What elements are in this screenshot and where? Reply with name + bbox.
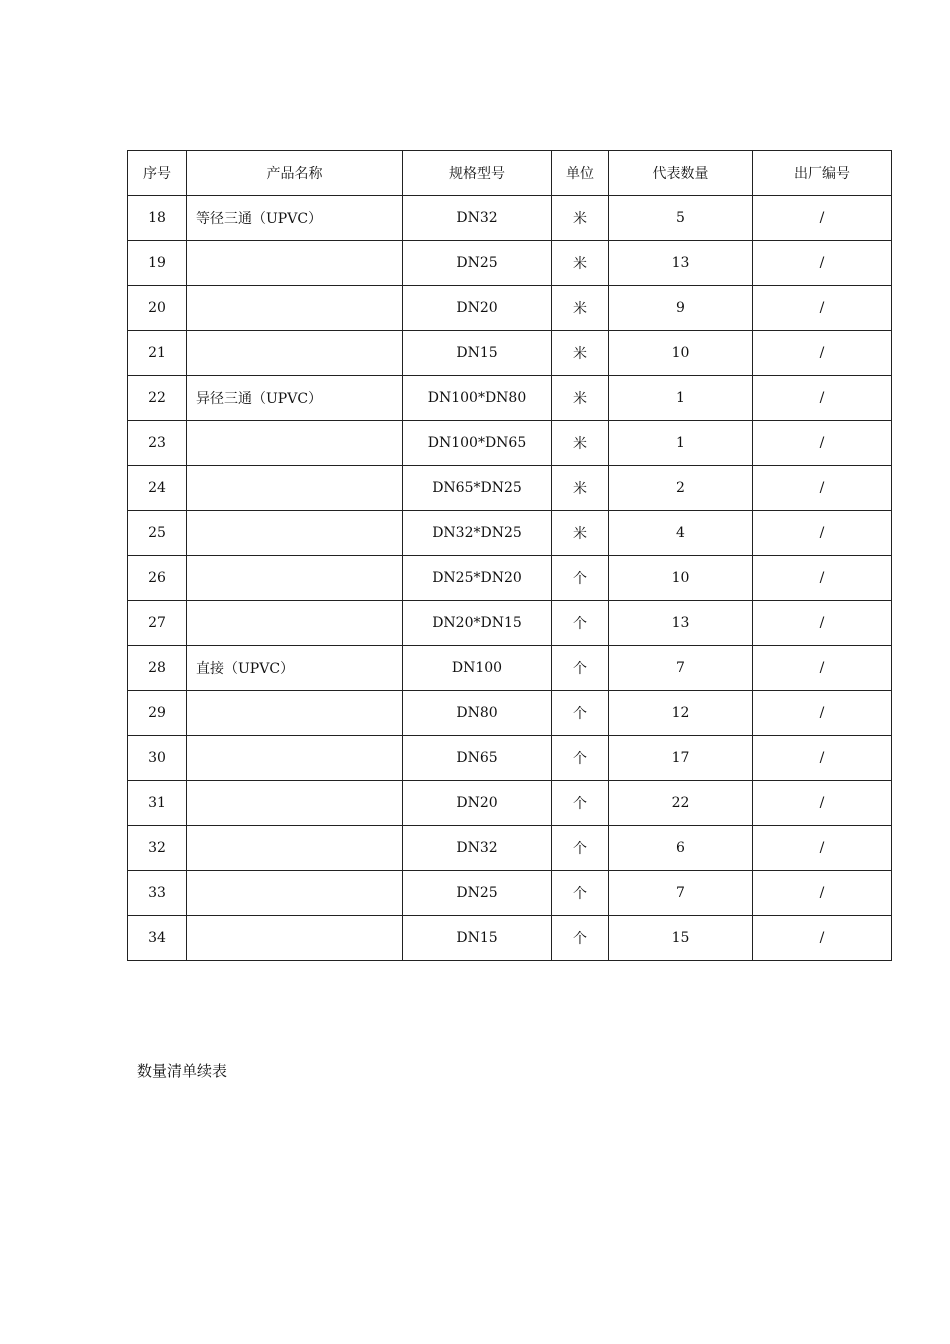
cell-serial-number: 23 — [128, 421, 187, 466]
table-row — [128, 331, 892, 376]
cell-unit: 个 — [552, 871, 609, 916]
cell-quantity: 1 — [609, 421, 753, 466]
table-row — [128, 871, 892, 916]
cell-serial-number: 30 — [128, 736, 187, 781]
cell-factory-number: / — [753, 736, 892, 781]
cell-serial-number: 26 — [128, 556, 187, 601]
cell-product-name: 等径三通（UPVC） — [187, 196, 403, 241]
cell-factory-number: / — [753, 466, 892, 511]
cell-unit: 个 — [552, 826, 609, 871]
cell-serial-number: 33 — [128, 871, 187, 916]
cell-serial-number: 34 — [128, 916, 187, 961]
cell-factory-number: / — [753, 421, 892, 466]
cell-serial-number: 19 — [128, 241, 187, 286]
header-factory-number: 出厂编号 — [753, 151, 892, 196]
cell-factory-number: / — [753, 646, 892, 691]
cell-unit: 个 — [552, 916, 609, 961]
cell-unit: 米 — [552, 196, 609, 241]
cell-specification: DN20*DN15 — [403, 601, 552, 646]
cell-factory-number: / — [753, 511, 892, 556]
cell-unit: 个 — [552, 646, 609, 691]
cell-quantity: 7 — [609, 646, 753, 691]
cell-factory-number: / — [753, 781, 892, 826]
cell-quantity: 17 — [609, 736, 753, 781]
table-row — [128, 916, 892, 961]
cell-factory-number: / — [753, 556, 892, 601]
cell-serial-number: 32 — [128, 826, 187, 871]
cell-factory-number: / — [753, 286, 892, 331]
cell-specification: DN65*DN25 — [403, 466, 552, 511]
cell-serial-number: 25 — [128, 511, 187, 556]
cell-unit: 米 — [552, 376, 609, 421]
table-row — [128, 691, 892, 736]
cell-product-name — [187, 736, 403, 781]
cell-product-name — [187, 826, 403, 871]
cell-serial-number: 31 — [128, 781, 187, 826]
cell-unit: 米 — [552, 466, 609, 511]
table-row — [128, 196, 892, 241]
cell-quantity: 7 — [609, 871, 753, 916]
cell-factory-number: / — [753, 241, 892, 286]
cell-specification: DN65 — [403, 736, 552, 781]
cell-specification: DN20 — [403, 781, 552, 826]
cell-quantity: 22 — [609, 781, 753, 826]
cell-product-name — [187, 601, 403, 646]
cell-unit: 个 — [552, 736, 609, 781]
header-quantity: 代表数量 — [609, 151, 753, 196]
table-row — [128, 421, 892, 466]
cell-product-name — [187, 556, 403, 601]
cell-factory-number: / — [753, 376, 892, 421]
cell-quantity: 1 — [609, 376, 753, 421]
cell-serial-number: 28 — [128, 646, 187, 691]
cell-quantity: 13 — [609, 241, 753, 286]
cell-specification: DN100*DN65 — [403, 421, 552, 466]
cell-specification: DN32 — [403, 826, 552, 871]
table-row — [128, 511, 892, 556]
table-row — [128, 286, 892, 331]
table-row — [128, 466, 892, 511]
cell-unit: 米 — [552, 286, 609, 331]
cell-specification: DN100*DN80 — [403, 376, 552, 421]
cell-quantity: 10 — [609, 556, 753, 601]
table-row — [128, 601, 892, 646]
table-header-row — [128, 151, 892, 196]
cell-specification: DN100 — [403, 646, 552, 691]
cell-product-name: 异径三通（UPVC） — [187, 376, 403, 421]
cell-factory-number: / — [753, 196, 892, 241]
cell-unit: 个 — [552, 691, 609, 736]
cell-product-name: 直接（UPVC） — [187, 646, 403, 691]
header-product-name: 产品名称 — [187, 151, 403, 196]
cell-specification: DN25*DN20 — [403, 556, 552, 601]
cell-quantity: 2 — [609, 466, 753, 511]
cell-serial-number: 20 — [128, 286, 187, 331]
cell-quantity: 9 — [609, 286, 753, 331]
cell-specification: DN20 — [403, 286, 552, 331]
cell-factory-number: / — [753, 826, 892, 871]
cell-serial-number: 18 — [128, 196, 187, 241]
table-row — [128, 826, 892, 871]
cell-serial-number: 27 — [128, 601, 187, 646]
cell-quantity: 15 — [609, 916, 753, 961]
table-row — [128, 241, 892, 286]
cell-specification: DN80 — [403, 691, 552, 736]
cell-product-name — [187, 691, 403, 736]
cell-quantity: 5 — [609, 196, 753, 241]
table-row — [128, 376, 892, 421]
cell-serial-number: 29 — [128, 691, 187, 736]
cell-specification: DN32*DN25 — [403, 511, 552, 556]
cell-product-name — [187, 466, 403, 511]
cell-product-name — [187, 286, 403, 331]
cell-quantity: 4 — [609, 511, 753, 556]
cell-specification: DN32 — [403, 196, 552, 241]
cell-product-name — [187, 871, 403, 916]
header-specification: 规格型号 — [403, 151, 552, 196]
table-body — [128, 196, 892, 961]
cell-serial-number: 21 — [128, 331, 187, 376]
header-unit: 单位 — [552, 151, 609, 196]
cell-product-name — [187, 511, 403, 556]
cell-specification: DN25 — [403, 871, 552, 916]
cell-factory-number: / — [753, 871, 892, 916]
cell-quantity: 10 — [609, 331, 753, 376]
cell-unit: 米 — [552, 241, 609, 286]
cell-quantity: 13 — [609, 601, 753, 646]
quantity-list-table — [127, 150, 892, 961]
cell-specification: DN15 — [403, 916, 552, 961]
cell-specification: DN25 — [403, 241, 552, 286]
cell-unit: 个 — [552, 601, 609, 646]
table-row — [128, 781, 892, 826]
cell-factory-number: / — [753, 916, 892, 961]
cell-serial-number: 24 — [128, 466, 187, 511]
cell-unit: 个 — [552, 781, 609, 826]
cell-factory-number: / — [753, 691, 892, 736]
table-row — [128, 646, 892, 691]
table-row — [128, 556, 892, 601]
cell-product-name — [187, 781, 403, 826]
cell-product-name — [187, 241, 403, 286]
header-serial-number: 序号 — [128, 151, 187, 196]
cell-factory-number: / — [753, 331, 892, 376]
cell-serial-number: 22 — [128, 376, 187, 421]
cell-factory-number: / — [753, 601, 892, 646]
cell-unit: 个 — [552, 556, 609, 601]
cell-quantity: 6 — [609, 826, 753, 871]
table-row — [128, 736, 892, 781]
cell-product-name — [187, 331, 403, 376]
cell-product-name — [187, 421, 403, 466]
cell-unit: 米 — [552, 331, 609, 376]
cell-quantity: 12 — [609, 691, 753, 736]
cell-unit: 米 — [552, 511, 609, 556]
cell-product-name — [187, 916, 403, 961]
cell-unit: 米 — [552, 421, 609, 466]
cell-specification: DN15 — [403, 331, 552, 376]
continuation-caption: 数量清单续表 — [137, 1062, 228, 1080]
